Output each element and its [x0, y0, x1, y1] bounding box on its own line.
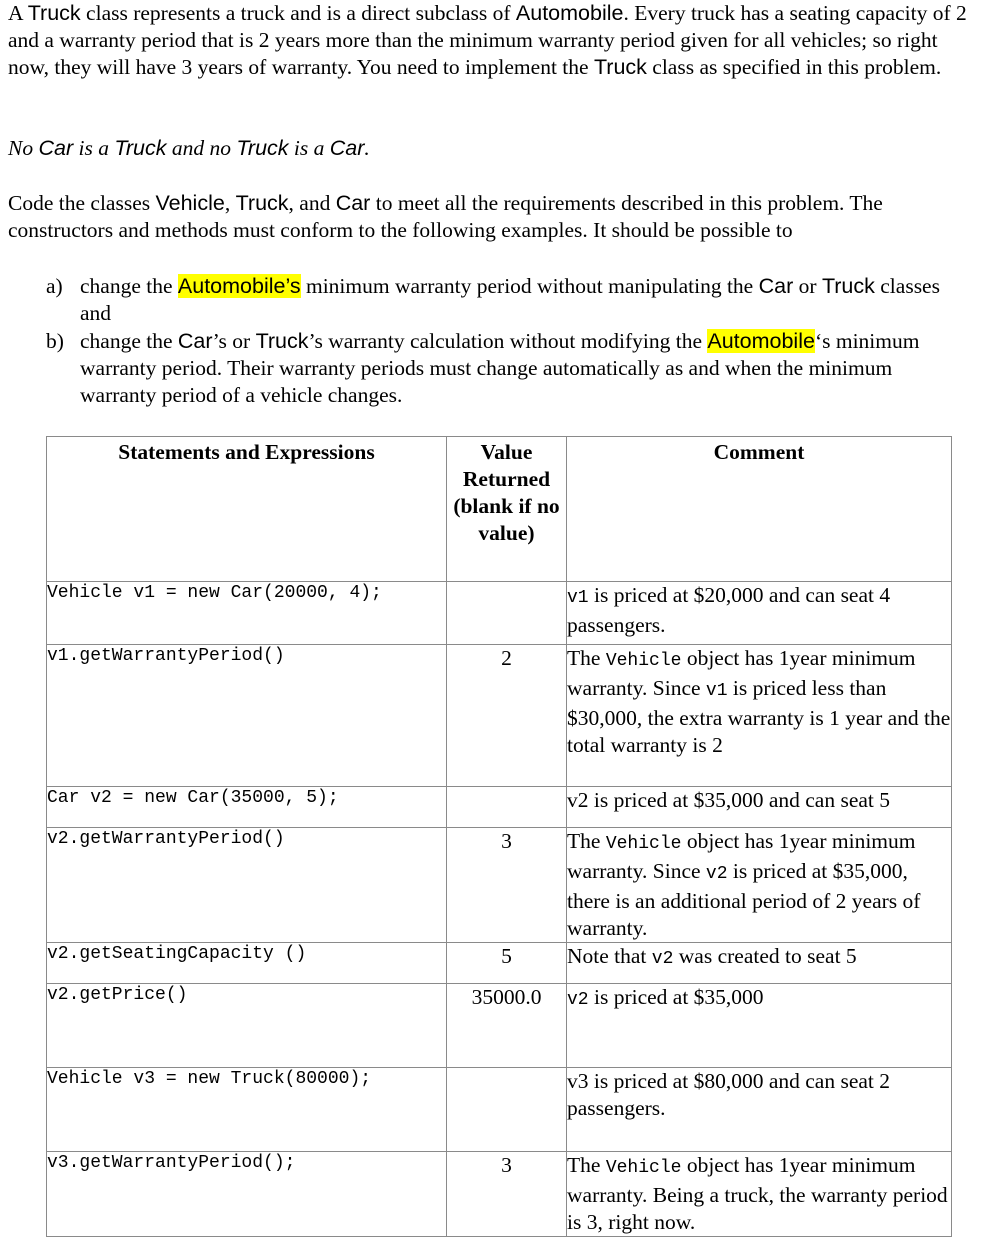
text-run: ‘s minimum warranty period. Their warranty periods must change automatically as and when the minimum warranty period of a vehicle changes. [80, 329, 920, 407]
comment-cell [567, 1068, 952, 1152]
code-ref: v1 [567, 588, 589, 608]
text-run: ’s warranty calculation without modifying the [308, 329, 708, 353]
statement-cell: v2.getSeatingCapacity () [47, 943, 447, 984]
text-run: object has 1year minimum warranty. Being a truck, the warranty period is 3, right now. [567, 1153, 948, 1234]
list-text [80, 328, 950, 409]
value-cell: 35000.0 [447, 984, 567, 1068]
comment-cell [567, 582, 952, 645]
text-run: is priced at $20,000 and can seat 4 passengers. [567, 583, 891, 637]
highlighted-automobile: Automobile [707, 329, 815, 353]
text-run: object has 1year minimum warranty. Since [567, 829, 916, 883]
value-cell [447, 787, 567, 828]
comment-cell [567, 645, 952, 787]
statement-cell: Vehicle v1 = new Car(20000, 4); [47, 582, 447, 645]
table-row [47, 787, 952, 828]
text-run: . [364, 136, 370, 160]
list-label: b) [46, 329, 64, 353]
code-ref: Vehicle [605, 834, 682, 854]
class-name-car: Car [38, 136, 74, 160]
text-run: change the [80, 329, 178, 353]
text-run: Code the classes [8, 191, 156, 215]
intro-paragraph-truck [8, 0, 978, 81]
class-name-truck: Truck [821, 274, 875, 298]
value-cell: 3 [447, 828, 567, 943]
intro-paragraph-no-car-truck [8, 135, 978, 162]
code-ref: v2 [705, 864, 728, 884]
text-run: Note that [567, 944, 652, 968]
text-run: and no [166, 136, 237, 160]
class-name-car: Car [335, 191, 371, 215]
statement-cell: v2.getPrice() [47, 984, 447, 1068]
comment-cell [567, 1152, 952, 1237]
value-cell: 5 [447, 943, 567, 984]
class-name-truck: Truck [114, 136, 167, 160]
text-run: is a [73, 136, 115, 160]
text-run: v3 is priced at $80,000 and can seat 2 passengers. [567, 1069, 891, 1120]
class-name-car: Car [329, 136, 365, 160]
text-run: object has 1year minimum warranty. Since [567, 646, 916, 700]
table-row [47, 943, 952, 984]
header-comment: Comment [567, 437, 952, 582]
class-name-car: Car [758, 274, 794, 298]
table-row [47, 828, 952, 943]
list-label: a) [46, 274, 63, 298]
statement-cell: Car v2 = new Car(35000, 5); [47, 787, 447, 828]
statement-cell: Vehicle v3 = new Truck(80000); [47, 1068, 447, 1152]
value-cell [447, 582, 567, 645]
header-value: Value Returned (blank if no value) [447, 437, 567, 582]
comment-cell [567, 787, 952, 828]
text-run: classes and [80, 274, 940, 325]
examples-table [46, 436, 952, 1237]
text-run: or [793, 274, 822, 298]
highlighted-automobile: Automobile’s [177, 274, 301, 298]
class-name-truck: Truck [236, 136, 289, 160]
text-run: change the [80, 274, 178, 298]
text-run: The [567, 829, 606, 853]
class-name-truck: Truck [255, 329, 309, 353]
text-run: The [567, 1153, 606, 1177]
text-run: class represents a truck and is a direct subclass of [80, 1, 516, 25]
code-ref: v2 [651, 949, 674, 969]
text-run: The [567, 646, 606, 670]
class-name-automobile: Automobile [515, 1, 624, 25]
intro-paragraph-code-classes [8, 190, 913, 244]
text-run: A [8, 1, 28, 25]
text-run: is priced at $35,000 [588, 985, 764, 1009]
statement-cell: v1.getWarrantyPeriod() [47, 645, 447, 787]
text-run: class as specified in this problem. [646, 55, 942, 79]
code-ref: Vehicle [605, 651, 682, 671]
code-ref: Vehicle [605, 1158, 682, 1178]
class-name-vehicle: Vehicle [155, 191, 225, 215]
statement-cell: v2.getWarrantyPeriod() [47, 828, 447, 943]
code-ref: v2 [567, 990, 589, 1010]
text-run: is a [288, 136, 330, 160]
statement-cell: v3.getWarrantyPeriod(); [47, 1152, 447, 1237]
class-name-truck: Truck [593, 55, 647, 79]
comment-cell [567, 828, 952, 943]
value-cell [447, 1068, 567, 1152]
table-row [47, 582, 952, 645]
value-cell: 3 [447, 1152, 567, 1237]
text-run: No [8, 136, 39, 160]
table-row [47, 984, 952, 1068]
table-row [47, 1152, 952, 1237]
text-run: is priced less than $30,000, the extra warranty is 1 year and the total warranty is 2 [567, 676, 951, 757]
comment-cell [567, 984, 952, 1068]
table-row [47, 1068, 952, 1152]
text-run: , and [288, 191, 336, 215]
comment-cell [567, 943, 952, 984]
class-name-car: Car [177, 329, 213, 353]
table-row [47, 645, 952, 787]
text-run: . Every truck has a seating capacity of 2 and a warranty period that is 2 years more than the minimum warranty period given for all vehicles; so right now, they will have 3 years of warranty. You need to implement the [8, 1, 967, 79]
text-run: is priced at $35,000, there is an additional period of 2 years of warranty. [567, 859, 921, 940]
text-run: to meet all the requirements described in this problem. The constructors and methods must conform to the following examples. It should be possible to [8, 191, 883, 242]
text-run: was created to seat 5 [678, 944, 857, 968]
header-statements: Statements and Expressions [47, 437, 447, 582]
value-cell: 2 [447, 645, 567, 787]
table-header-row [47, 437, 952, 582]
code-ref: v1 [705, 681, 728, 701]
text-run: ’s or [212, 329, 256, 353]
class-name-truck: Truck [27, 1, 81, 25]
list-text [80, 273, 950, 327]
text-run: , [224, 191, 236, 215]
text-run: v2 is priced at $35,000 and can seat 5 [567, 788, 891, 812]
class-name-truck: Truck [235, 191, 289, 215]
text-run: minimum warranty period without manipulating the [300, 274, 759, 298]
